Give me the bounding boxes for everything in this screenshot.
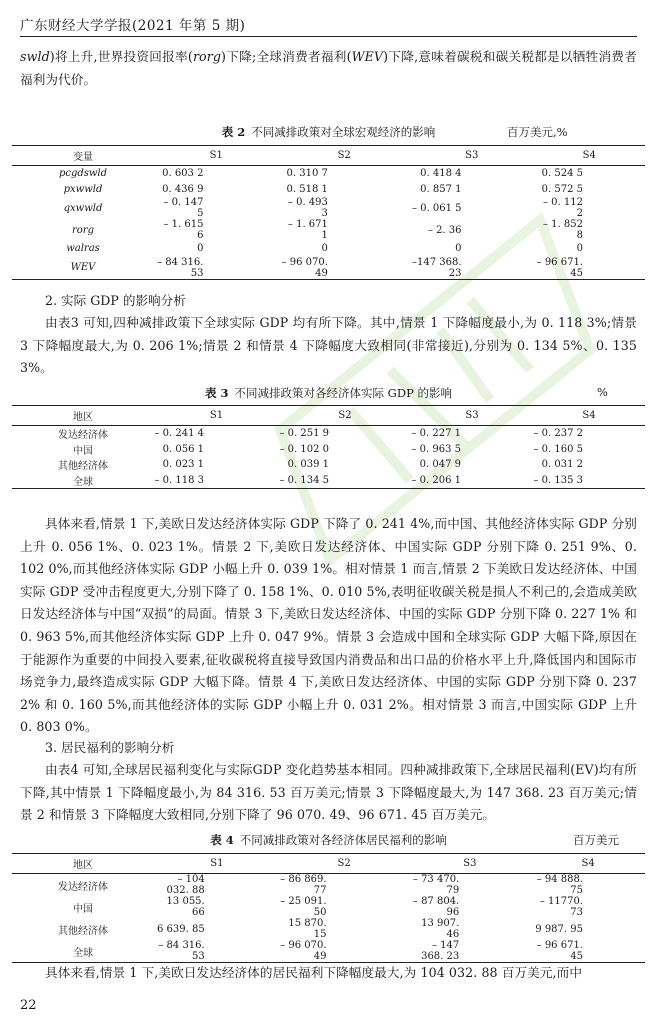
- table-cell: – 0. 061 5: [411, 202, 462, 214]
- table-cell: – 0. 963 5: [411, 443, 462, 455]
- table-row: [12, 442, 645, 458]
- var-wev: WEV: [351, 49, 384, 64]
- table3-title-line: [20, 385, 637, 401]
- paragraph-intro: [20, 46, 637, 91]
- table-cell: – 0. 160 5: [533, 443, 583, 455]
- table-cell: 0. 524 5: [541, 168, 583, 180]
- table-cell: – 0. 134 5: [279, 474, 330, 486]
- row-label: 发达经济体: [58, 881, 108, 893]
- paragraph-gdp-summary: 由表3 可知,四种减排政策下全球实际 GDP 均有所下降。其中,情景 1 下降幅度最小,为 0. 118 3%;情景 3 下降幅度最大,为 0. 206 1%;情景 2 和情景 4 下降幅度大致相同(非常接近),分别为 0. 134 5%、0. 135 3%。: [20, 315, 637, 376]
- table-row: [12, 918, 645, 940]
- t2-col-header-2: S2: [278, 146, 409, 166]
- table-cell: – 0. 147 5: [163, 197, 204, 219]
- table-row: [12, 896, 645, 918]
- table4: [12, 853, 645, 963]
- row-label: 其他经济体: [58, 925, 108, 937]
- table-cell: 0. 518 1: [286, 183, 328, 195]
- table3-caption: [20, 385, 637, 403]
- table-cell: – 0. 493 3: [287, 197, 328, 219]
- t4-col-header-0: 地区: [12, 854, 154, 874]
- table-cell: – 104 032. 88: [166, 874, 205, 896]
- table-cell: – 1. 671 1: [287, 219, 328, 241]
- table-cell: – 96 070. 49: [281, 256, 328, 279]
- page-number: 22: [20, 998, 37, 1013]
- text-seg-3: )下降,意味着碳税和碳关税都是以牺牲消费者福利为代价。: [20, 49, 637, 87]
- var-rorg: rorg: [192, 49, 222, 64]
- table2-unit: 百万美元,%: [507, 125, 568, 139]
- table-cell: 0: [455, 243, 462, 255]
- table-row: [12, 182, 645, 198]
- t2-col-header-1: S1: [154, 146, 278, 166]
- row-label: rorg: [72, 224, 94, 236]
- table-cell: – 96 070. 49: [280, 940, 327, 962]
- table4-caption: [20, 832, 637, 850]
- t2-col-header-0: 变量: [12, 146, 154, 166]
- table3-label: 表 3: [205, 386, 229, 400]
- table-cell: 0: [321, 243, 328, 255]
- table-row: [12, 241, 645, 257]
- table-cell: – 0. 241 4: [154, 428, 204, 440]
- table-cell: – 94 888. 75: [536, 874, 583, 896]
- paragraph-welfare-detail: 具体来看,情景 1 下,美欧日发达经济体的居民福利下降幅度最大,为 104 032. 88 百万美元,而中: [45, 965, 583, 980]
- table-cell: 0. 603 2: [162, 168, 204, 180]
- t4-header-row: [12, 854, 645, 874]
- table-row: [12, 426, 645, 442]
- table-cell: – 84 316. 53: [158, 940, 205, 962]
- t4-col-header-4: S4: [531, 854, 645, 874]
- table-cell: 0. 857 1: [420, 183, 462, 195]
- table-cell: 0: [197, 243, 204, 255]
- running-header: 广东财经大学学报(2021 年第 5 期): [20, 18, 246, 34]
- row-label: WEV: [70, 262, 96, 273]
- t3-header-row: [12, 406, 645, 426]
- table-cell: 0. 047 9: [419, 459, 462, 471]
- table-cell: – 0. 135 3: [533, 474, 583, 486]
- t3-col-header-4: S4: [533, 406, 645, 426]
- t3-col-header-1: S1: [154, 406, 279, 426]
- table-cell: – 0. 227 1: [411, 428, 462, 440]
- table-cell: – 1. 852 8: [543, 219, 583, 241]
- table-row: [12, 257, 645, 280]
- row-label: qxwwld: [63, 202, 103, 214]
- row-label: 其他经济体: [58, 461, 108, 473]
- table-cell: 0. 031 2: [541, 459, 583, 471]
- t4-col-header-1: S1: [154, 854, 280, 874]
- table-cell: –147 368. 23: [411, 256, 462, 279]
- table-cell: 0. 056 1: [162, 443, 204, 455]
- table-row: [12, 166, 645, 182]
- table-cell: 15 870. 15: [288, 918, 327, 940]
- row-label: 全球: [73, 947, 93, 959]
- table-cell: 13 055. 66: [166, 896, 205, 918]
- table-cell: – 87 804. 96: [412, 896, 460, 918]
- table-cell: 9 987. 95: [535, 923, 583, 935]
- header-rule: [20, 36, 637, 37]
- row-label: pcgdswld: [58, 168, 108, 180]
- table-cell: – 0. 251 9: [279, 428, 330, 440]
- table-cell: – 2. 36: [427, 224, 462, 236]
- t4-col-header-2: S2: [280, 854, 409, 874]
- table-cell: – 0. 118 3: [154, 474, 204, 486]
- table-cell: – 147 368. 23: [421, 940, 460, 962]
- table3: [12, 405, 645, 489]
- text-seg-1: )将上升,世界投资回报率(: [49, 49, 193, 64]
- t2-col-header-4: S4: [534, 146, 645, 166]
- table2: [12, 145, 645, 280]
- table-cell: 0: [576, 243, 583, 255]
- t3-col-header-0: 地区: [12, 406, 154, 426]
- table-row: [12, 874, 645, 897]
- table-cell: 0. 039 1: [287, 459, 330, 471]
- table2-caption: [20, 124, 637, 142]
- table-cell: 0. 436 9: [162, 183, 204, 195]
- row-label: 发达经济体: [58, 430, 108, 442]
- table-cell: 0. 310 7: [286, 168, 328, 180]
- table-cell: 13 907. 46: [421, 918, 460, 940]
- section-heading-gdp: 2. 实际 GDP 的影响分析: [45, 293, 186, 308]
- table-cell: – 0. 102 0: [279, 443, 330, 455]
- table-cell: 0. 023 1: [162, 459, 204, 471]
- table-cell: 0. 572 5: [541, 183, 583, 195]
- table-cell: – 0. 237 2: [533, 428, 583, 440]
- table4-title: 不同减排政策对各经济体居民福利的影响: [239, 833, 447, 847]
- t3-col-header-3: S3: [411, 406, 533, 426]
- table-cell: – 86 869. 77: [280, 874, 327, 896]
- table-row: [12, 457, 645, 473]
- table-cell: – 96 671. 45: [536, 940, 583, 962]
- table3-title: 不同减排政策对各经济体实际 GDP 的影响: [234, 386, 452, 400]
- table-cell: – 11770. 73: [539, 896, 583, 918]
- row-label: 全球: [73, 476, 93, 488]
- table-row: [12, 197, 645, 219]
- table-row: [12, 473, 645, 489]
- text-seg-2: )下降;全球消费者福利(: [221, 49, 352, 64]
- paragraph-welfare-summary: 由表4 可知,全球居民福利变化与实际GDP 变化趋势基本相同。四种减排政策下,全球居民福利(EV)均有所下降,其中情景 1 下降幅度最小,为 84 316. 53 百万美元;情景 3 下降幅度最大,为 147 368. 23 百万美元;情景 2 和情景 3 下降幅度大致相同,分别下降了 96 070. 49、96 671. 45 百万美元。: [20, 762, 637, 823]
- row-label: walras: [66, 243, 100, 255]
- t4-col-header-3: S3: [409, 854, 532, 874]
- row-label: 中国: [73, 445, 93, 457]
- table-cell: – 96 671. 45: [536, 256, 583, 279]
- table-cell: 6 639. 85: [157, 923, 205, 935]
- paragraph-gdp-detail: 具体来看,情景 1 下,美欧日发达经济体实际 GDP 下降了 0. 241 4%,而中国、其他经济体实际 GDP 分别上升 0. 056 1%、0. 023 1%。情景 2 下,美欧日发达经济体、中国实际 GDP 分别下降 0. 251 9%、0. 102 0%,而其他经济体实际 GDP 小幅上升 0. 039 1%。相对情景 1 而言,情景 2 下美欧日发达经济体、中国实际 GDP 受冲击程度更大,分别下降了 0. 158 1%、0. 010 5%,表明征收碳关税是损人不利己的,会造成美欧日发达经济体与中国“双损”的局面。情景 3 下,美欧日发达经济体、中国的实际 GDP 分别下降 0. 227 1% 和 0. 963 5%,而其他经济体实际 GDP 上升 0. 047 9%。情景 3 会造成中国和全球实际 GDP 大幅下降,原因在于能源作为重要的中间投入要素,征收碳税将直接导致国内消费品和出口品的价格水平上升,降低国内和国际市场竞争力,最终造成实际 GDP 大幅下降。情景 4 下,美欧日发达经济体、中国的实际 GDP 分别下降 0. 237 2% 和 0. 160 5%,而其他经济体的实际 GDP 小幅上升 0. 031 2%。相对情景 3 而言,中国实际 GDP 上升 0. 803 0%。: [20, 516, 637, 735]
- table4-title-line: [20, 832, 637, 848]
- table-row: [12, 219, 645, 241]
- table4-unit: 百万美元: [573, 833, 619, 847]
- var-swld: swld: [20, 49, 50, 64]
- table-row: [12, 940, 645, 963]
- t3-col-header-2: S2: [279, 406, 411, 426]
- table-cell: – 73 470. 79: [412, 874, 460, 896]
- row-label: 中国: [73, 903, 93, 915]
- table-cell: – 84 316. 53: [157, 256, 204, 279]
- table-cell: – 25 091. 50: [280, 896, 327, 918]
- table3-unit: %: [597, 385, 608, 399]
- table-cell: – 0. 112 2: [543, 197, 583, 219]
- table-cell: – 0. 206 1: [411, 474, 462, 486]
- table-cell: 0. 418 4: [420, 168, 462, 180]
- table-cell: – 1. 615 6: [163, 219, 204, 241]
- row-label: pxwwld: [63, 183, 103, 195]
- section-heading-welfare: 3. 居民福利的影响分析: [45, 740, 175, 755]
- t2-header-row: [12, 146, 645, 166]
- table2-label: 表 2: [221, 125, 246, 139]
- t2-col-header-3: S3: [410, 146, 534, 166]
- table2-title: 不同减排政策对全球宏观经济的影响: [251, 125, 436, 139]
- table4-label: 表 4: [210, 833, 234, 847]
